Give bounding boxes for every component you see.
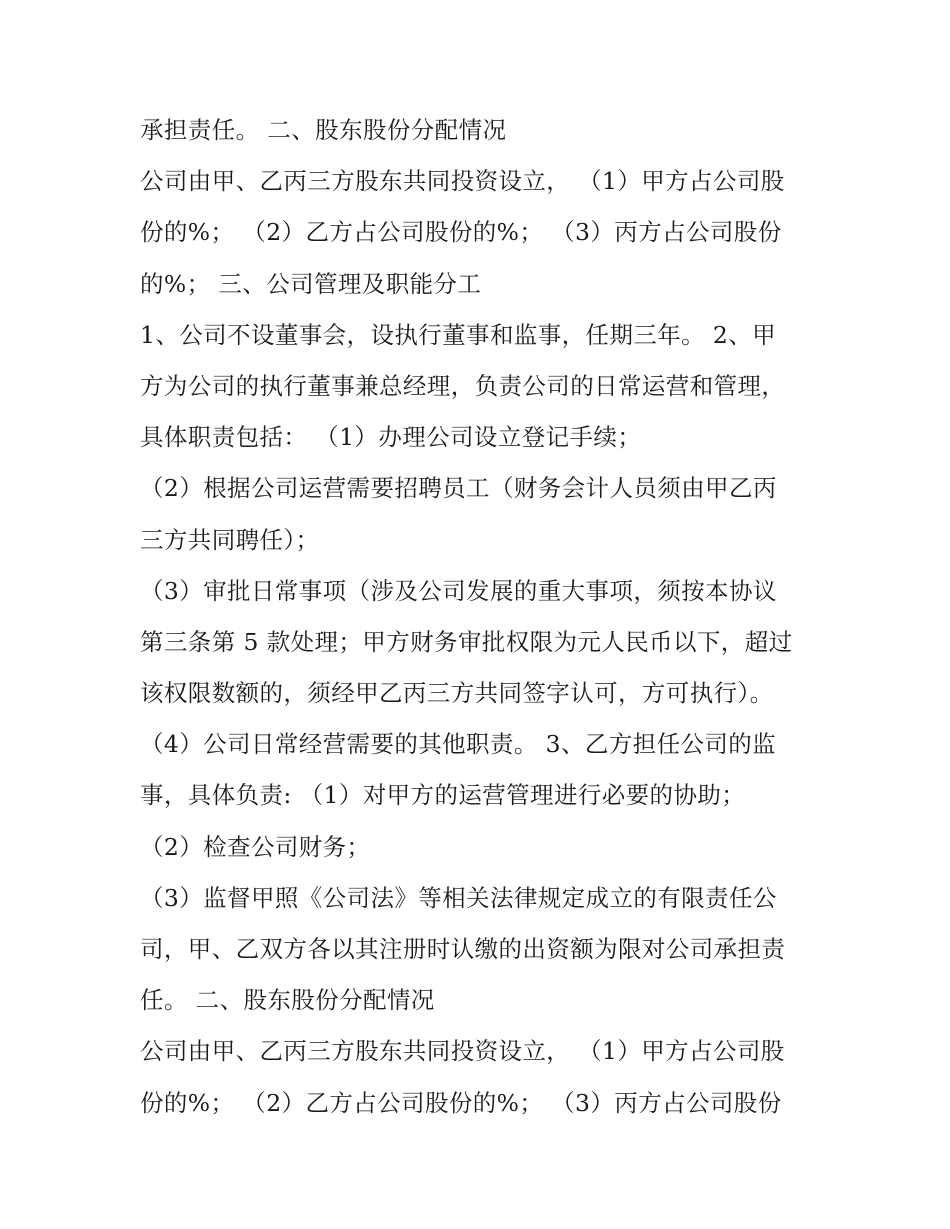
document-body	[140, 110, 830, 1134]
text-line: 具体职责包括： （1）办理公司设立登记手续；	[140, 423, 642, 452]
text-line: （2）检查公司财务；	[140, 832, 371, 861]
text-line: 公司由甲、乙丙三方股东共同投资设立， （1）甲方占公司股	[140, 1037, 785, 1066]
text-line: （2）根据公司运营需要招聘员工（财务会计人员须由甲乙丙	[140, 474, 777, 503]
text-line: 份的%； （2）乙方占公司股份的%； （3）丙方占公司股份	[140, 1088, 782, 1117]
text-line: （3）审批日常事项（涉及公司发展的重大事项，须按本协议	[140, 576, 777, 605]
text-line: 份的%； （2）乙方占公司股份的%； （3）丙方占公司股份	[140, 218, 782, 247]
text-line: 事，具体负责: （1）对甲方的运营管理进行必要的协助；	[140, 781, 746, 810]
text-line: 的%； 三、公司管理及职能分工	[140, 269, 482, 298]
text-line: （4）公司日常经营需要的其他职责。 3、乙方担任公司的监	[140, 730, 777, 759]
text-line: 该权限数额的，须经甲乙丙三方共同签字认可，方可执行）。	[140, 679, 774, 708]
text-line: 方为公司的执行董事兼总经理，负责公司的日常运营和管理，	[140, 371, 786, 400]
text-line: 第三条第 5 款处理；甲方财务审批权限为元人民币以下，超过	[140, 627, 793, 656]
text-line: 三方共同聘任）；	[140, 525, 320, 554]
text-line: 承担责任。 二、股东股份分配情况	[140, 116, 507, 144]
text-line: 公司由甲、乙丙三方股东共同投资设立， （1）甲方占公司股	[140, 167, 785, 196]
text-line: 任。 二、股东股份分配情况	[140, 986, 435, 1015]
text-line: 1、公司不设董事会，设执行董事和监事，任期三年。 2、甲	[140, 320, 777, 349]
text-line: 司，甲、乙双方各以其注册时认缴的出资额为限对公司承担责	[140, 935, 786, 963]
text-line: （3）监督甲照《公司法》等相关法律规定成立的有限责任公	[140, 883, 777, 912]
